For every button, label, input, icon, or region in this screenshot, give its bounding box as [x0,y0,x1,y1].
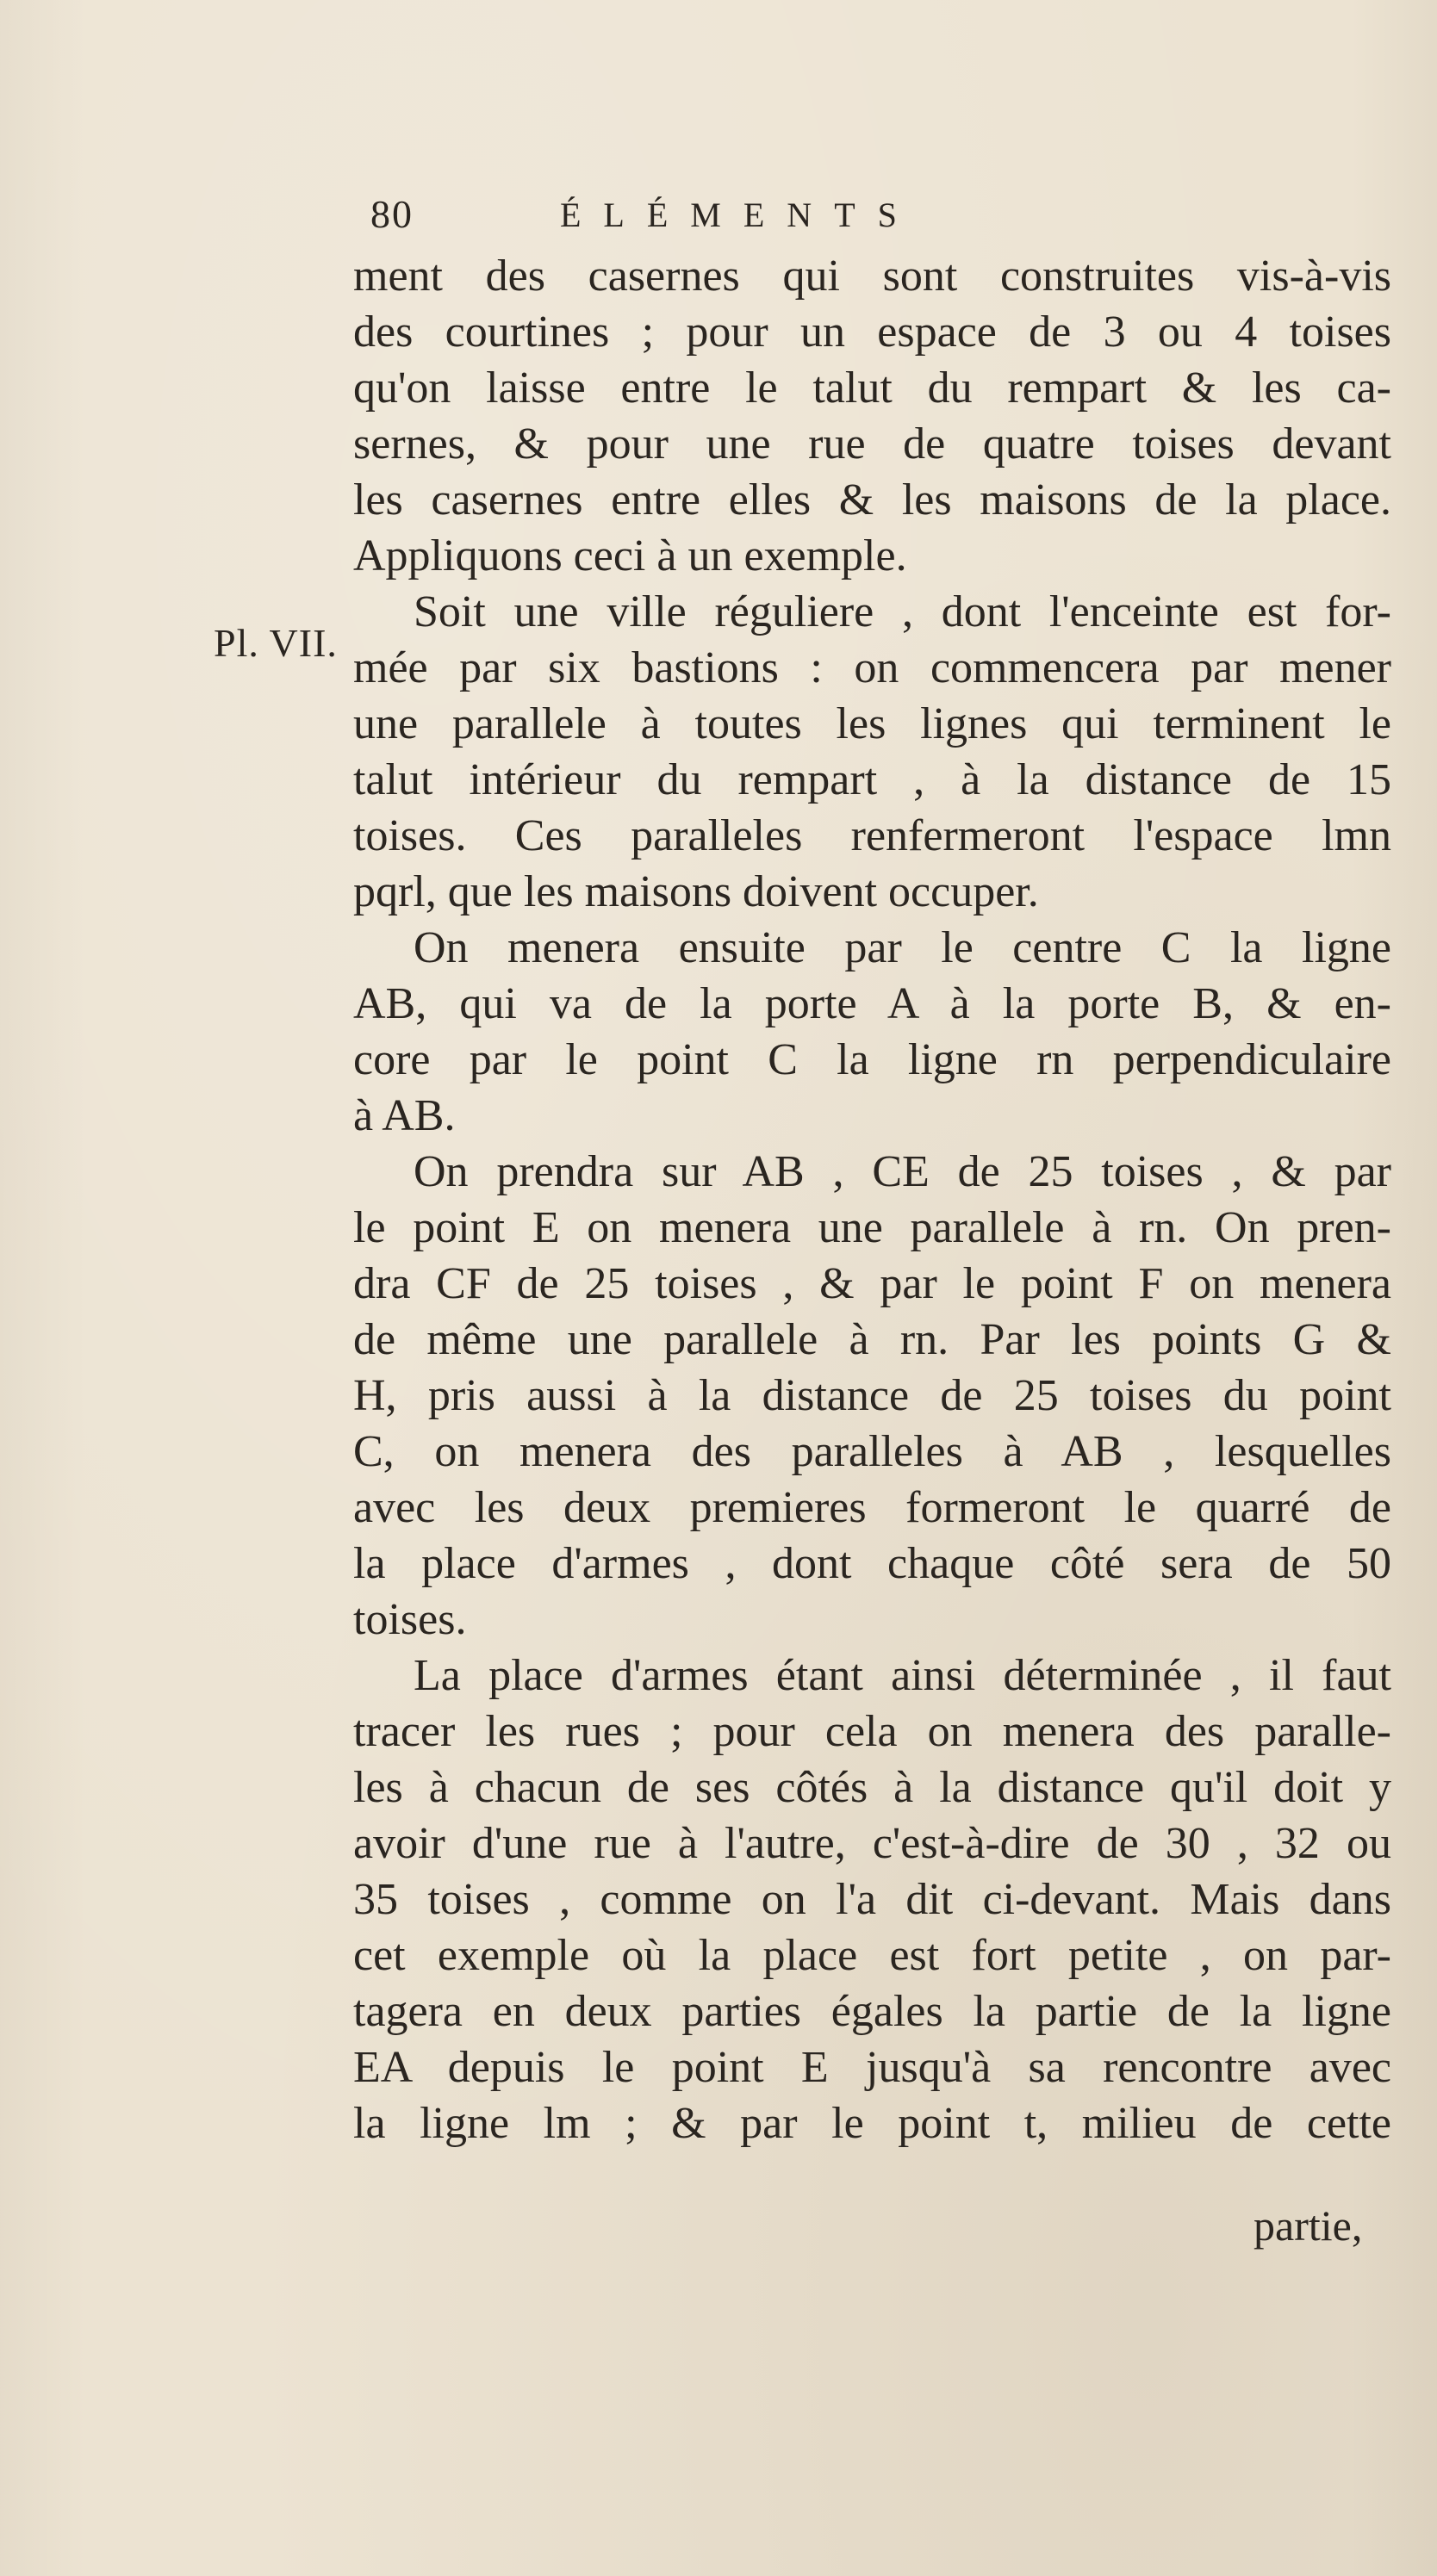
text-line: le point E on menera une parallele à rn. On pren- [353,1203,1391,1252]
text-line: avoir d'une rue à l'autre, c'est-à-dire de 30 , 32 ou [353,1819,1391,1868]
text-line: cet exemple où la place est fort petite , on par- [353,1931,1391,1980]
running-head [353,191,1060,243]
text-line: de même une parallele à rn. Par les points G & [353,1315,1391,1364]
text-line: avec les deux premieres formeront le quarré de [353,1483,1391,1532]
text-line: une parallele à toutes les lignes qui terminent le [353,699,1391,748]
text-line: à AB. [353,1091,456,1140]
catchword: partie, [1253,2201,1363,2250]
text-line: pqrl, que les maisons doivent occuper. [353,867,1039,916]
text-line: des courtines ; pour un espace de 3 ou 4 toises [353,307,1391,357]
text-line: la place d'armes , dont chaque côté sera de 50 [353,1539,1391,1588]
text-line: H, pris aussi à la distance de 25 toises du point [353,1371,1391,1420]
plate-reference-note: Pl. VII. [214,621,338,665]
text-line: La place d'armes étant ainsi déterminée , il faut [414,1651,1391,1700]
text-line: AB, qui va de la porte A à la porte B, & en- [353,979,1391,1028]
text-line: core par le point C la ligne rn perpendiculaire [353,1035,1391,1084]
text-line: On prendra sur AB , CE de 25 toises , & par [414,1147,1391,1196]
text-line: C, on menera des paralleles à AB , lesquelles [353,1427,1391,1476]
text-line: la ligne lm ; & par le point t, milieu de cette [353,2099,1391,2148]
text-line: sernes, & pour une rue de quatre toises devant [353,419,1391,469]
text-line: Soit une ville réguliere , dont l'enceinte est for- [414,587,1391,636]
text-line: toises. [353,1595,467,1644]
text-line: tracer les rues ; pour cela on menera des paralle- [353,1707,1391,1756]
text-line: les casernes entre elles & les maisons de la place. [353,475,1391,525]
text-line: tagera en deux parties égales la partie de la ligne [353,1987,1391,2036]
text-line: les à chacun de ses côtés à la distance qu'il doit y [353,1763,1391,1812]
text-line: On menera ensuite par le centre C la ligne [414,923,1391,972]
text-line: EA depuis le point E jusqu'à sa rencontre avec [353,2043,1391,2092]
page-number: 80 [370,192,414,236]
text-line: dra CF de 25 toises , & par le point F on menera [353,1259,1391,1308]
text-line: qu'on laisse entre le talut du rempart & les ca- [353,363,1391,413]
running-head-title: ÉLÉMENTS [560,196,919,234]
text-line: toises. Ces paralleles renfermeront l'espace lmn [353,811,1391,860]
text-line: Appliquons ceci à un exemple. [353,531,907,580]
text-line: ment des casernes qui sont construites vis-à-vis [353,251,1391,301]
text-line: mée par six bastions : on commencera par mener [353,643,1391,692]
text-line: talut intérieur du rempart , à la distance de 15 [353,755,1391,804]
text-line: 35 toises , comme on l'a dit ci-devant. Mais dans [353,1875,1391,1924]
body-text [353,248,1391,2151]
